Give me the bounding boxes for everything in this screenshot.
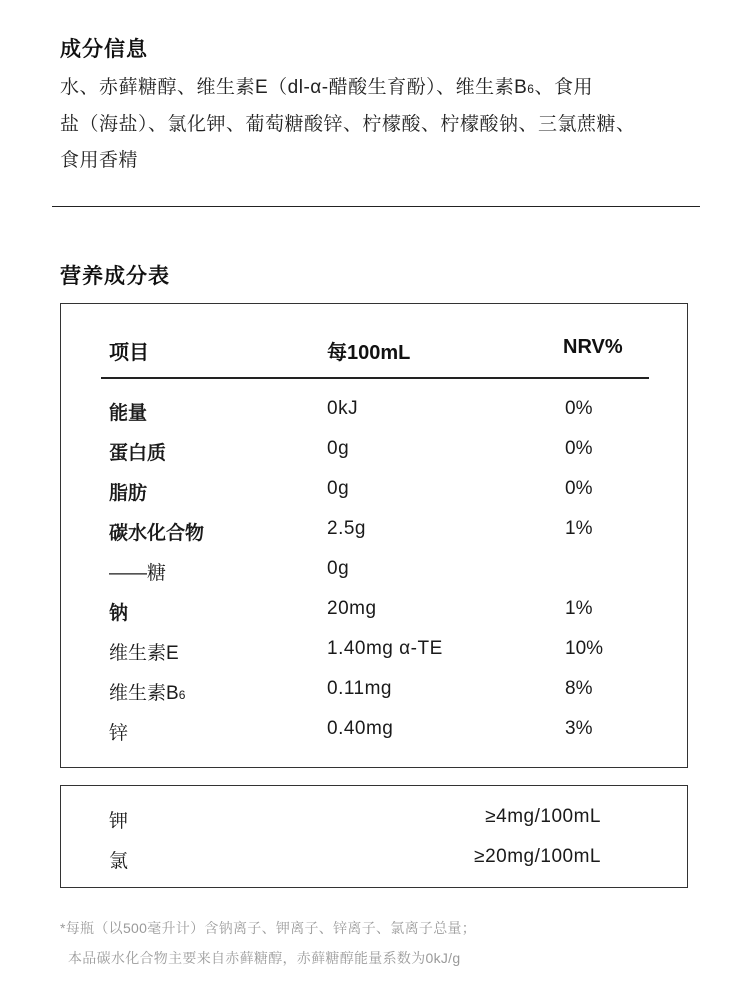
- row-name: ——糖: [109, 563, 167, 584]
- footnote-line-1: *每瓶（以500毫升计）含钠离子、钾离子、锌离子、氯离子总量；: [60, 920, 477, 936]
- ingredients-line-3: 食用香精: [60, 150, 139, 171]
- ingredients-line-1a: 水、赤藓糖醇、维生素E（dl-α-醋酸生育酚）、维生素B: [60, 77, 528, 98]
- ingredients-line-1-sub: 6: [527, 82, 535, 96]
- row-name: 钠: [109, 603, 129, 624]
- row-name: 维生素E: [109, 643, 179, 664]
- ingredients-line-1b: 、食用: [534, 77, 593, 98]
- ingredients-text: [60, 70, 710, 179]
- row-name: 锌: [109, 723, 129, 744]
- table-row: [61, 558, 687, 594]
- table-row: [61, 678, 687, 714]
- header-nrv: NRV%: [563, 336, 623, 358]
- row-nrv: 3%: [565, 718, 593, 739]
- nutrition-table: [60, 303, 688, 768]
- header-separator: [101, 377, 649, 379]
- row-nrv: 0%: [565, 438, 593, 459]
- row-value: 0.11mg: [327, 678, 392, 699]
- mineral-value: ≥4mg/100mL: [485, 806, 601, 827]
- mineral-table: [60, 785, 688, 888]
- row-name: [109, 678, 185, 705]
- row-nrv: 0%: [565, 478, 593, 499]
- table-row: [61, 438, 687, 474]
- row-nrv: 8%: [565, 678, 593, 699]
- row-nrv: 1%: [565, 598, 593, 619]
- row-name-sub: 6: [178, 688, 186, 702]
- row-name: 能量: [109, 403, 148, 424]
- ingredients-line-2: 盐（海盐）、氯化钾、葡萄糖酸锌、柠檬酸、柠檬酸钠、三氯蔗糖、: [60, 114, 636, 135]
- footnote-line-2: 本品碳水化合物主要来自赤藓糖醇，赤藓糖醇能量系数为0kJ/g: [68, 950, 461, 966]
- row-value: 2.5g: [327, 518, 366, 539]
- mineral-name: 氯: [109, 851, 129, 872]
- table-row: [61, 718, 687, 754]
- nutrition-title: 营养成分表: [60, 265, 170, 288]
- row-name-text: 维生素B: [109, 683, 179, 704]
- mineral-value: ≥20mg/100mL: [474, 846, 601, 867]
- table-row: [61, 518, 687, 554]
- row-value: 0.40mg: [327, 718, 394, 739]
- row-name: 碳水化合物: [109, 523, 205, 544]
- header-item: 项目: [109, 342, 149, 364]
- row-nrv: 0%: [565, 398, 593, 419]
- header-per-100ml: 每100mL: [327, 342, 411, 364]
- table-row: [61, 638, 687, 674]
- row-nrv: 1%: [565, 518, 593, 539]
- row-value: 1.40mg α-TE: [327, 638, 443, 659]
- table-row: [61, 478, 687, 514]
- row-nrv: 10%: [565, 638, 604, 659]
- row-value: 0g: [327, 558, 350, 579]
- ingredients-line-1: [60, 70, 710, 107]
- row-name: 蛋白质: [109, 443, 167, 464]
- row-value: 0kJ: [327, 398, 359, 419]
- ingredients-title: 成分信息: [60, 38, 148, 61]
- row-value: 0g: [327, 438, 350, 459]
- row-value: 20mg: [327, 598, 377, 619]
- table-row: [61, 598, 687, 634]
- table-row: [61, 398, 687, 434]
- mineral-name: 钾: [109, 811, 129, 832]
- row-name: 脂肪: [109, 483, 148, 504]
- section-divider: [52, 206, 700, 207]
- row-value: 0g: [327, 478, 350, 499]
